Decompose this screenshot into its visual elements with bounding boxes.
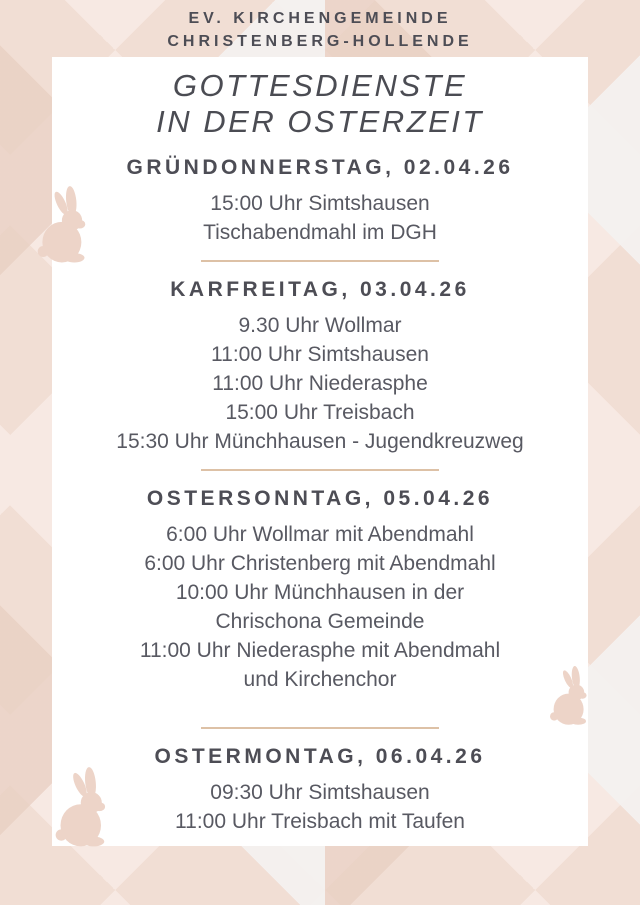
church-name	[0, 7, 640, 53]
service-line: 15:00 Uhr Simtshausen	[210, 192, 430, 215]
section-lines	[52, 311, 588, 456]
section-lines	[52, 189, 588, 247]
sections	[52, 156, 588, 836]
service-section	[52, 745, 588, 836]
church-name-line2: CHRISTENBERG-HOLLENDE	[167, 33, 473, 50]
church-name-line1: EV. KIRCHENGEMEINDE	[188, 10, 452, 27]
service-line: 9.30 Uhr Wollmar	[238, 314, 402, 337]
service-line: 6:00 Uhr Christenberg mit Abendmahl	[144, 552, 496, 575]
section-heading: OSTERMONTAG, 06.04.26	[154, 745, 486, 768]
section-divider	[201, 469, 439, 471]
service-line: Tischabendmahl im DGH	[203, 221, 437, 244]
section-divider	[201, 727, 439, 729]
section-lines	[52, 778, 588, 836]
bunny-icon-left	[34, 186, 96, 264]
poster-title-line2: IN DER OSTERZEIT	[156, 104, 484, 139]
bunny-icon-bottom	[52, 767, 116, 848]
service-line: 15:30 Uhr Münchhausen - Jugendkreuzweg	[116, 430, 524, 453]
section-heading: KARFREITAG, 03.04.26	[170, 278, 470, 301]
section-divider	[201, 260, 439, 262]
service-section	[52, 278, 588, 471]
service-line: 15:00 Uhr Treisbach	[225, 401, 415, 424]
poster-title	[52, 57, 588, 140]
service-section	[52, 487, 588, 729]
section-heading: OSTERSONNTAG, 05.04.26	[146, 487, 494, 510]
service-line: Chrischona Gemeinde	[215, 610, 425, 633]
poster-title-line1: GOTTESDIENSTE	[172, 68, 468, 103]
content-panel	[52, 57, 588, 846]
service-line: 10:00 Uhr Münchhausen in der	[175, 581, 465, 604]
section-heading: GRÜNDONNERSTAG, 02.04.26	[126, 156, 514, 179]
service-line: 11:00 Uhr Simtshausen	[211, 343, 429, 366]
service-line: 09:30 Uhr Simtshausen	[210, 781, 430, 804]
bunny-icon-right	[547, 666, 595, 726]
service-line: 11:00 Uhr Niederasphe mit Abendmahl	[139, 639, 501, 662]
service-line: 6:00 Uhr Wollmar mit Abendmahl	[166, 523, 474, 546]
section-lines	[52, 520, 588, 694]
service-line: 11:00 Uhr Niederasphe	[212, 372, 428, 395]
service-line: 11:00 Uhr Treisbach mit Taufen	[175, 810, 465, 833]
service-line: und Kirchenchor	[243, 668, 397, 691]
service-section	[52, 156, 588, 262]
